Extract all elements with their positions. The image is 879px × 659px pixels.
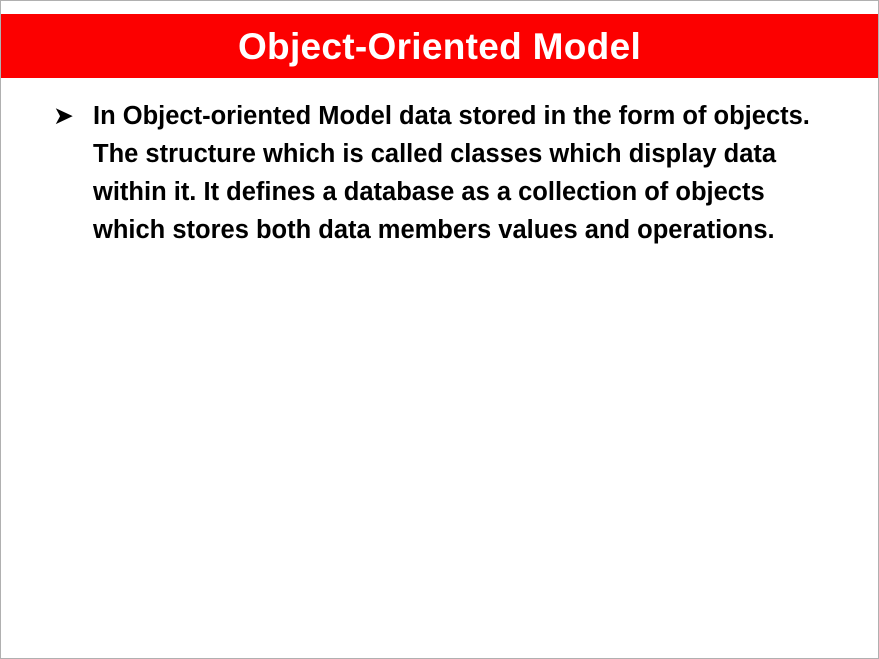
list-item-text: In Object-oriented Model data stored in the form of objects. The structure which is called classes which display data within it. It defines a database as a collection of objects which stores both data members values and operations.	[93, 102, 810, 244]
slide-body	[1, 97, 878, 249]
page-title: Object-Oriented Model	[237, 25, 642, 67]
slide-title-bar	[1, 14, 878, 78]
list-item	[45, 97, 838, 249]
arrow-bullet-icon: ➤	[53, 101, 74, 130]
